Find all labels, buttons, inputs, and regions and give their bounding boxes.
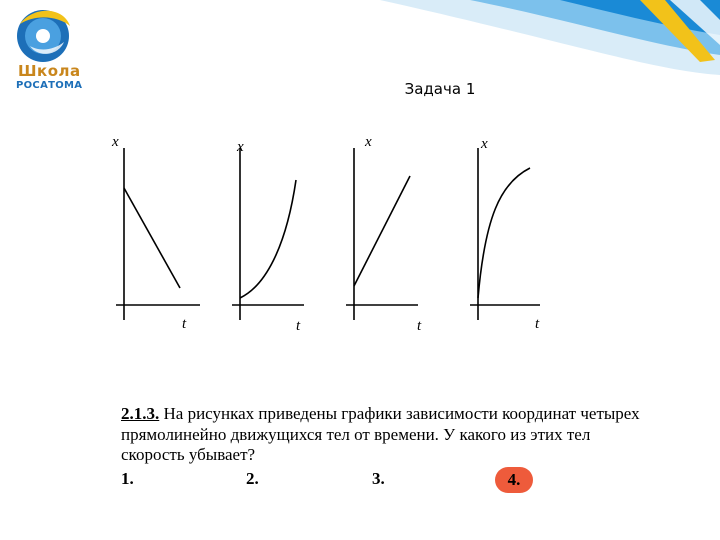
xt-graphs [100, 128, 560, 343]
graph-3-curve [354, 176, 410, 286]
graph-4 [470, 136, 540, 332]
logo-text-school: Школа [18, 62, 81, 80]
answer-options [121, 469, 541, 495]
slide-title: Задача 1 [404, 80, 476, 98]
answer-option-1: 1. [121, 469, 134, 488]
logo-emblem-icon [8, 6, 78, 68]
graph-2-t-label: t [296, 318, 301, 334]
answer-option-2: 2. [246, 469, 259, 488]
graph-3-x-label: x [365, 134, 372, 150]
graph-3 [346, 134, 422, 334]
corner-decoration [320, 0, 720, 75]
logo-text-rosatom: РОСАТОМА [16, 80, 83, 91]
answer-option-4-correct: 4. [495, 467, 533, 493]
graph-1-curve [124, 188, 180, 288]
graph-1 [111, 134, 200, 332]
graph-4-curve [478, 168, 530, 298]
graph-4-t-label: t [535, 316, 540, 332]
task-text [121, 404, 641, 466]
graph-1-x-label: x [112, 134, 119, 150]
graph-2 [232, 139, 304, 334]
graph-1-t-label: t [182, 316, 187, 332]
graph-2-x-label: x [237, 139, 244, 155]
answer-option-3: 3. [372, 469, 385, 488]
task-question: На рисунках приведены графики зависимости координат четырех прямолинейно движущихся тел от времени. У какого из этих тел скорость убывает? [121, 404, 640, 464]
task-number: 2.1.3. [121, 404, 160, 423]
graph-2-curve [240, 180, 296, 298]
graph-4-x-label: x [481, 136, 488, 152]
graph-3-t-label: t [417, 318, 422, 334]
